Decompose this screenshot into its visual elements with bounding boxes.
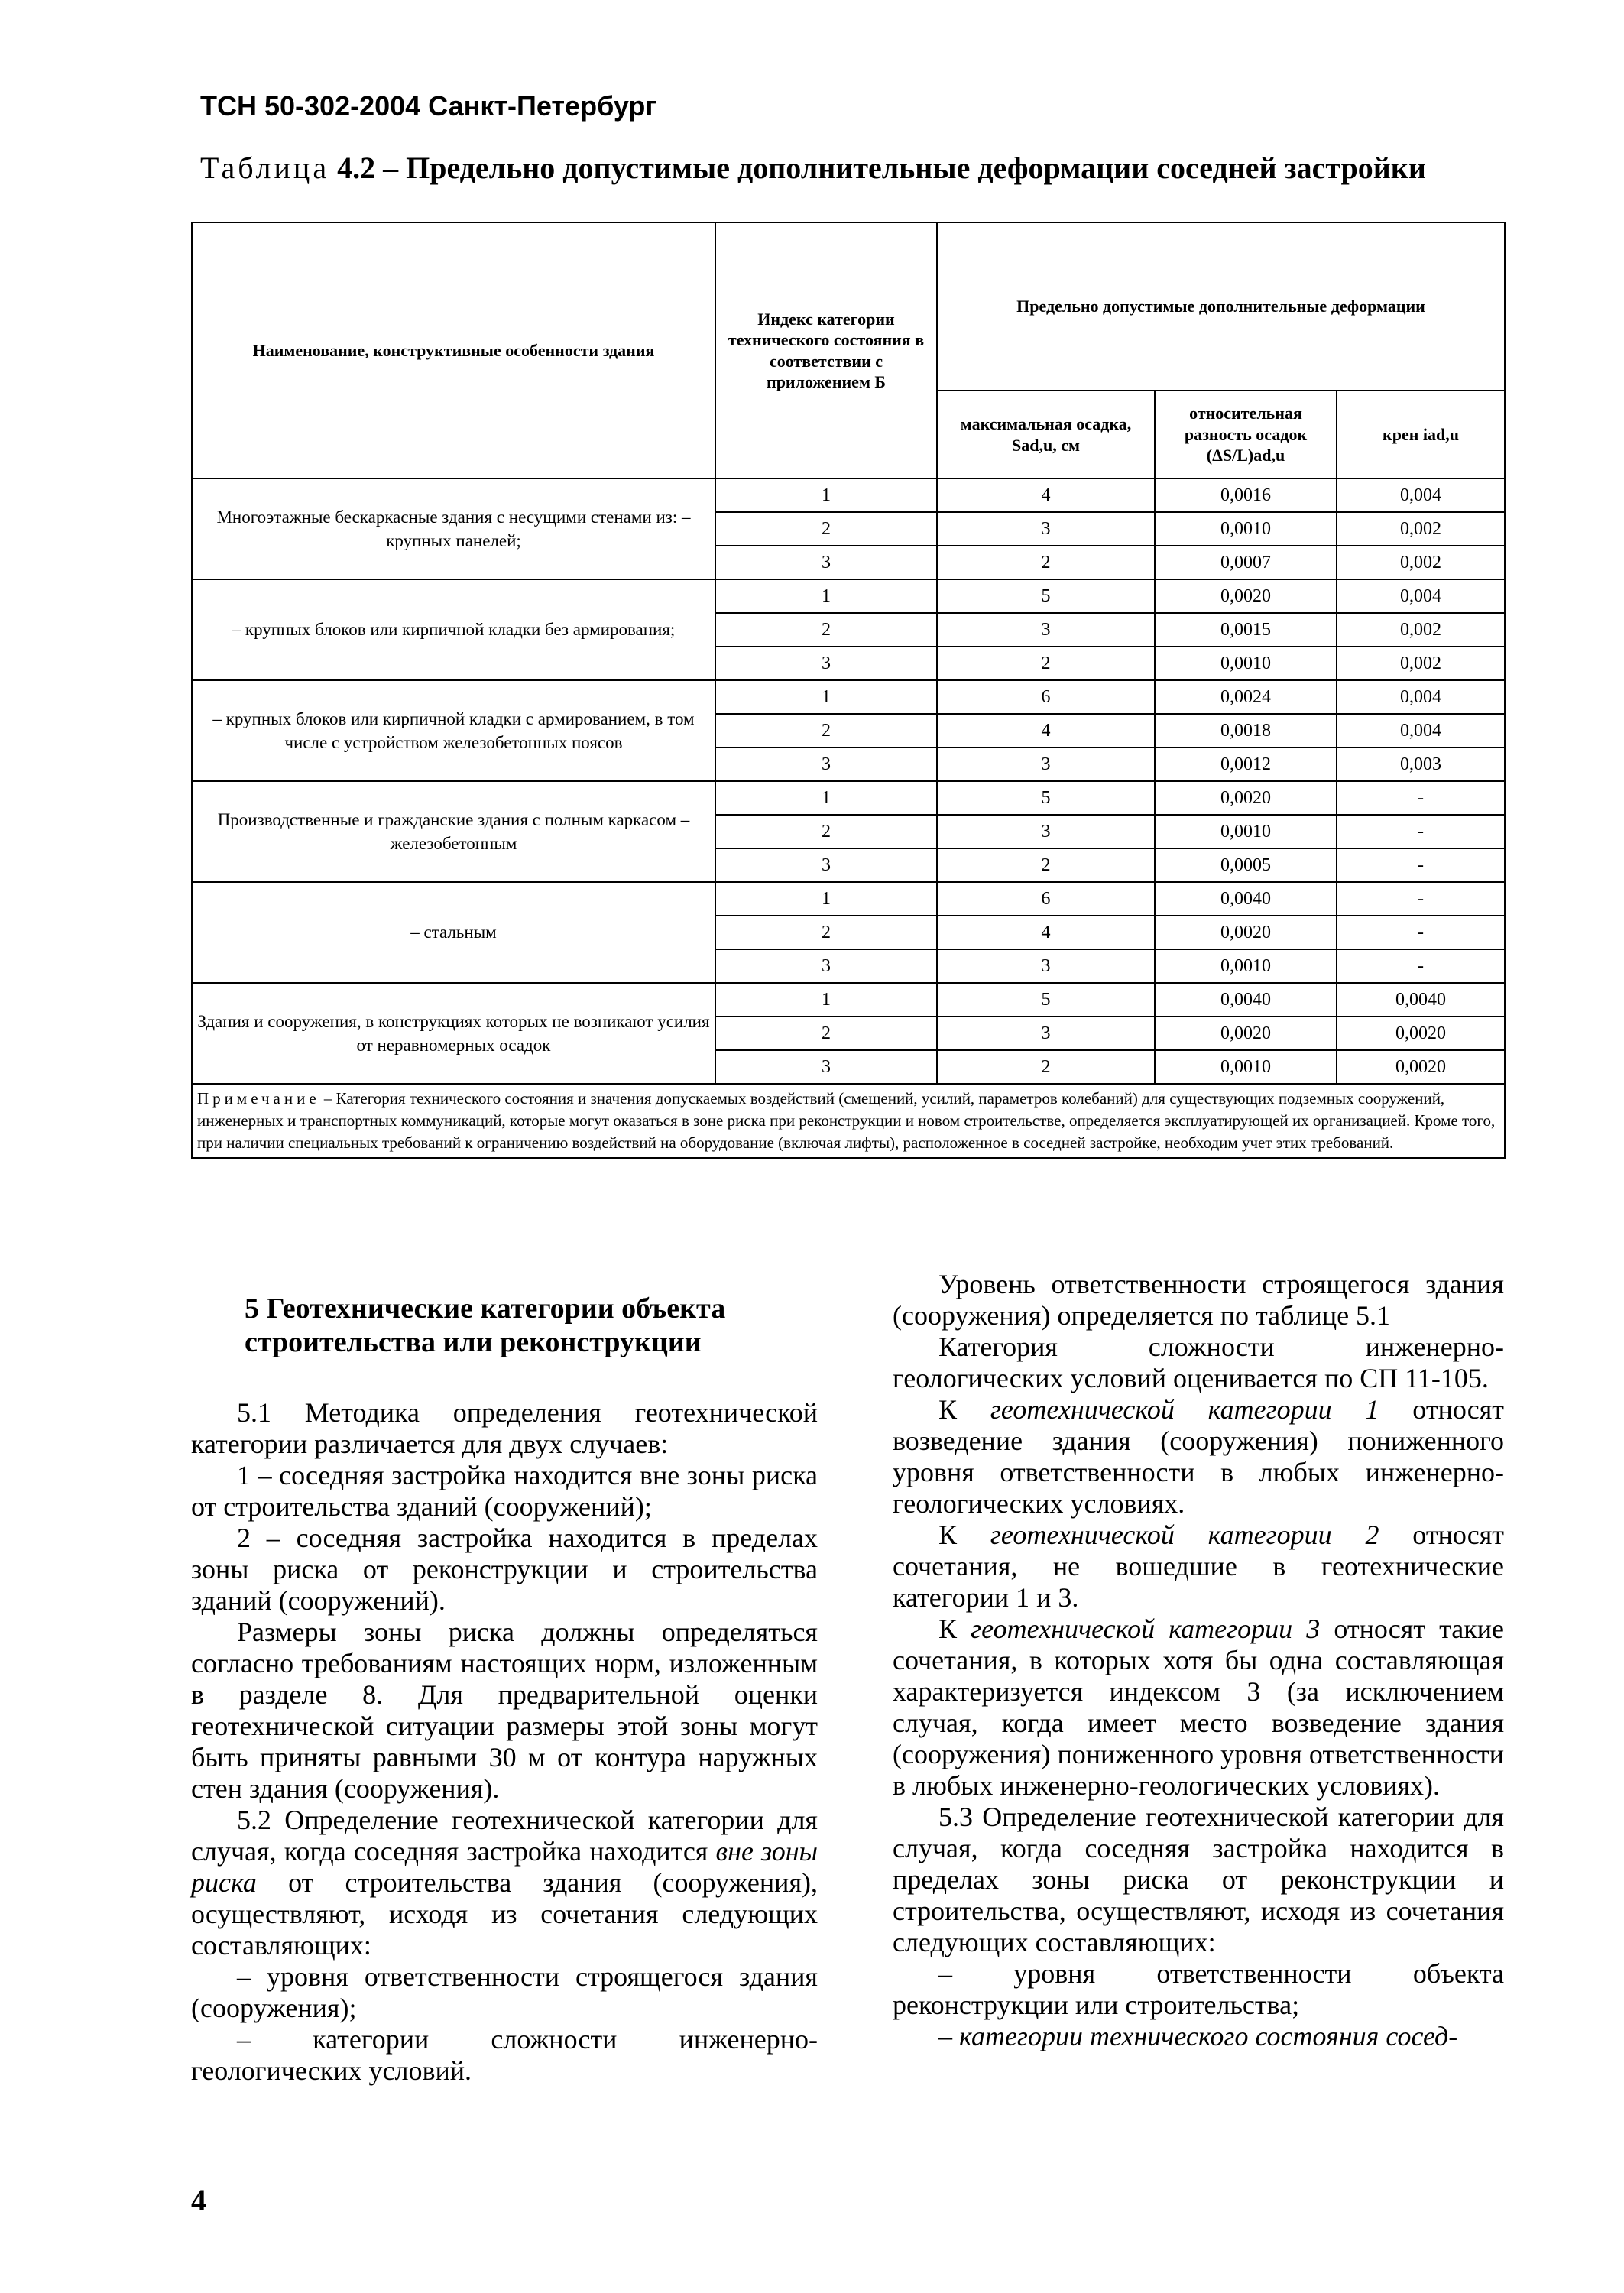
header-deformations: Предельно допустимые дополнительные деформации [937, 222, 1505, 391]
table-caption-text: 4.2 – Предельно допустимые дополнительные деформации соседней застройки [329, 151, 1426, 185]
max-settlement-cell: 5 [937, 579, 1155, 613]
emphasis: геотехнической категории 1 [990, 1394, 1379, 1425]
relative-difference-cell: 0,0010 [1155, 647, 1337, 680]
tilt-cell: 0,0020 [1337, 1050, 1505, 1084]
building-type-cell: – крупных блоков или кирпичной кладки без армирования; [192, 579, 715, 680]
table-caption [200, 150, 1426, 186]
relative-difference-cell: 0,0010 [1155, 1050, 1337, 1084]
max-settlement-cell: 3 [937, 613, 1155, 647]
left-column [191, 1292, 818, 2087]
table-row [192, 579, 1505, 613]
paragraph: Размеры зоны риска должны определяться согласно требованиям настоящих норм, изложенным в разделе 8. Для предварительной оценки геотехнической ситуации размеры этой зоны могут быть приняты равными 30 м от контура наружных стен здания (сооружения). [191, 1617, 818, 1804]
relative-difference-cell: 0,0010 [1155, 949, 1337, 983]
table-row [192, 478, 1505, 512]
category-index-cell: 1 [715, 781, 937, 815]
page-number: 4 [191, 2183, 206, 2217]
tilt-cell: 0,004 [1337, 579, 1505, 613]
category-index-cell: 1 [715, 579, 937, 613]
header-category-index: Индекс категории технического состояния в соответствии с приложением Б [715, 222, 937, 478]
tilt-cell: 0,002 [1337, 546, 1505, 579]
header-building-name: Наименование, конструктивные особенности здания [192, 222, 715, 478]
paragraph [893, 2021, 1504, 2052]
paragraph: 5.3 Определение геотехнической категории для случая, когда соседняя застройка находится в пределах зоны риска от реконструкции и строительства, осуществляют, исходя из сочетания следующих составляющих: [893, 1802, 1504, 1957]
paragraph [893, 1519, 1504, 1614]
relative-difference-cell: 0,0020 [1155, 781, 1337, 815]
relative-difference-cell: 0,0016 [1155, 478, 1337, 512]
relative-difference-cell: 0,0020 [1155, 916, 1337, 949]
building-type-cell: – крупных блоков или кирпичной кладки с армированием, в том числе с устройством железобетонных поясов [192, 680, 715, 781]
paragraph: 2 – соседняя застройка находится в пределах зоны риска от реконструкции и строительства зданий (сооружений). [191, 1523, 818, 1616]
emphasis: – категории технического состояния сосед- [938, 2021, 1458, 2051]
paragraph: – уровня ответственности строящегося здания (сооружения); [191, 1961, 818, 2023]
tilt-cell: 0,0040 [1337, 983, 1505, 1017]
tilt-cell: 0,003 [1337, 748, 1505, 781]
paragraph: 5.1 Методика определения геотехнической категории различается для двух случаев: [191, 1397, 818, 1459]
category-index-cell: 2 [715, 714, 937, 748]
table-note [192, 1084, 1505, 1158]
paragraph: 1 – соседняя застройка находится вне зоны риска от строительства зданий (сооружений); [191, 1460, 818, 1522]
section-heading: 5 Геотехнические категории объекта строительства или реконструкции [245, 1292, 726, 1358]
table-row [192, 781, 1505, 815]
category-index-cell: 3 [715, 848, 937, 882]
tilt-cell: 0,002 [1337, 613, 1505, 647]
tilt-cell: - [1337, 848, 1505, 882]
relative-difference-cell: 0,0040 [1155, 882, 1337, 916]
building-type-cell: – стальным [192, 882, 715, 983]
tilt-cell: 0,002 [1337, 512, 1505, 546]
paragraph-text: относят сочетания, не вошедшие в геотехнические категории 1 и 3. [893, 1519, 1504, 1613]
relative-difference-cell: 0,0040 [1155, 983, 1337, 1017]
table-note-label: Примечание [197, 1089, 320, 1108]
category-index-cell: 3 [715, 949, 937, 983]
relative-difference-cell: 0,0018 [1155, 714, 1337, 748]
max-settlement-cell: 4 [937, 478, 1155, 512]
max-settlement-cell: 3 [937, 748, 1155, 781]
tilt-cell: 0,004 [1337, 680, 1505, 714]
max-settlement-cell: 6 [937, 882, 1155, 916]
category-index-cell: 1 [715, 478, 937, 512]
relative-difference-cell: 0,0010 [1155, 512, 1337, 546]
category-index-cell: 1 [715, 983, 937, 1017]
paragraph: – уровня ответственности объекта реконструкции или строительства; [893, 1958, 1504, 2020]
header-tilt: крен iad,u [1337, 391, 1505, 478]
category-index-cell: 2 [715, 815, 937, 848]
tilt-cell: - [1337, 949, 1505, 983]
table-note-row [192, 1084, 1505, 1158]
paragraph-text: К [938, 1614, 971, 1644]
right-column [893, 1269, 1504, 2052]
paragraph-text: К [938, 1394, 990, 1425]
relative-difference-cell: 0,0020 [1155, 1017, 1337, 1050]
tilt-cell: - [1337, 916, 1505, 949]
category-index-cell: 2 [715, 916, 937, 949]
tilt-cell: - [1337, 882, 1505, 916]
paragraph-text: относят такие сочетания, в которых хотя бы одна составляющая характеризуется индексом 3 (за исключением случая, когда имеет место возведение здания (сооружения) пониженного уровня ответственности в любых инженерно-геологических условиях). [893, 1614, 1505, 1801]
tilt-cell: - [1337, 815, 1505, 848]
relative-difference-cell: 0,0010 [1155, 815, 1337, 848]
paragraph-text: от строительства здания (сооружения), осуществляют, исходя из сочетания следующих составляющих: [191, 1867, 818, 1961]
relative-difference-cell: 0,0024 [1155, 680, 1337, 714]
paragraph: Уровень ответственности строящегося здания (сооружения) определяется по таблице 5.1 [893, 1269, 1504, 1331]
header-relative-difference: относительная разность осадок (ΔS/L)ad,u [1155, 391, 1337, 478]
deformation-table-wrapper [191, 222, 1504, 1159]
max-settlement-cell: 6 [937, 680, 1155, 714]
relative-difference-cell: 0,0012 [1155, 748, 1337, 781]
max-settlement-cell: 2 [937, 848, 1155, 882]
table-caption-label: Таблица [200, 151, 330, 185]
tilt-cell: - [1337, 781, 1505, 815]
tilt-cell: 0,004 [1337, 478, 1505, 512]
tilt-cell: 0,004 [1337, 714, 1505, 748]
tilt-cell: 0,0020 [1337, 1017, 1505, 1050]
max-settlement-cell: 3 [937, 949, 1155, 983]
table-row [192, 882, 1505, 916]
max-settlement-cell: 4 [937, 714, 1155, 748]
paragraph: – категории сложности инженерно-геологических условий. [191, 2024, 818, 2086]
max-settlement-cell: 2 [937, 1050, 1155, 1084]
paragraph-text: 5.2 Определение геотехнической категории для случая, когда соседняя застройка находится [191, 1805, 818, 1867]
emphasis: вне зоны риска [191, 1836, 818, 1898]
max-settlement-cell: 3 [937, 512, 1155, 546]
category-index-cell: 3 [715, 647, 937, 680]
paragraph [191, 1805, 818, 1961]
max-settlement-cell: 2 [937, 546, 1155, 579]
max-settlement-cell: 5 [937, 983, 1155, 1017]
building-type-cell: Производственные и гражданские здания с полным каркасом – железобетонным [192, 781, 715, 882]
running-head: ТСН 50-302-2004 Санкт-Петербург [200, 90, 657, 122]
table-note-text: – Категория технического состояния и значения допускаемых воздействий (смещений, усилий, параметров колебаний) для существующих подземных сооружений, инженерных и транспортных коммуникаций, которые могут оказаться в зоне риска при реконструкции и новом строительстве, определяется эксплуатирующей их организацией. Кроме того, при наличии специальных требований к ограничению воздействий на оборудование (включая лифты), расположенное в соседней застройке, необходим учет этих требований. [197, 1089, 1496, 1152]
header-max-settlement: максимальная осадка, Sad,u, см [937, 391, 1155, 478]
paragraph-text: относят возведение здания (сооружения) пониженного уровня ответственности в любых инженерно-геологических условиях. [893, 1394, 1504, 1519]
category-index-cell: 2 [715, 512, 937, 546]
table-row [192, 680, 1505, 714]
paragraph: Категория сложности инженерно-геологических условий оценивается по СП 11-105. [893, 1331, 1504, 1393]
building-type-cell: Многоэтажные бескаркасные здания с несущими стенами из: – крупных панелей; [192, 478, 715, 579]
category-index-cell: 1 [715, 680, 937, 714]
max-settlement-cell: 4 [937, 916, 1155, 949]
category-index-cell: 2 [715, 1017, 937, 1050]
category-index-cell: 2 [715, 613, 937, 647]
building-type-cell: Здания и сооружения, в конструкциях которых не возникают усилия от неравномерных осадок [192, 983, 715, 1084]
max-settlement-cell: 5 [937, 781, 1155, 815]
category-index-cell: 3 [715, 748, 937, 781]
category-index-cell: 1 [715, 882, 937, 916]
max-settlement-cell: 2 [937, 647, 1155, 680]
relative-difference-cell: 0,0005 [1155, 848, 1337, 882]
relative-difference-cell: 0,0020 [1155, 579, 1337, 613]
max-settlement-cell: 3 [937, 815, 1155, 848]
max-settlement-cell: 3 [937, 1017, 1155, 1050]
paragraph [893, 1394, 1504, 1519]
paragraph [893, 1614, 1504, 1802]
category-index-cell: 3 [715, 546, 937, 579]
relative-difference-cell: 0,0015 [1155, 613, 1337, 647]
table-row [192, 983, 1505, 1017]
paragraph-text: К [938, 1519, 990, 1550]
category-index-cell: 3 [715, 1050, 937, 1084]
relative-difference-cell: 0,0007 [1155, 546, 1337, 579]
deformation-table [191, 222, 1506, 1159]
emphasis: геотехнической категории 2 [990, 1519, 1379, 1550]
tilt-cell: 0,002 [1337, 647, 1505, 680]
emphasis: геотехнической категории 3 [971, 1614, 1321, 1644]
